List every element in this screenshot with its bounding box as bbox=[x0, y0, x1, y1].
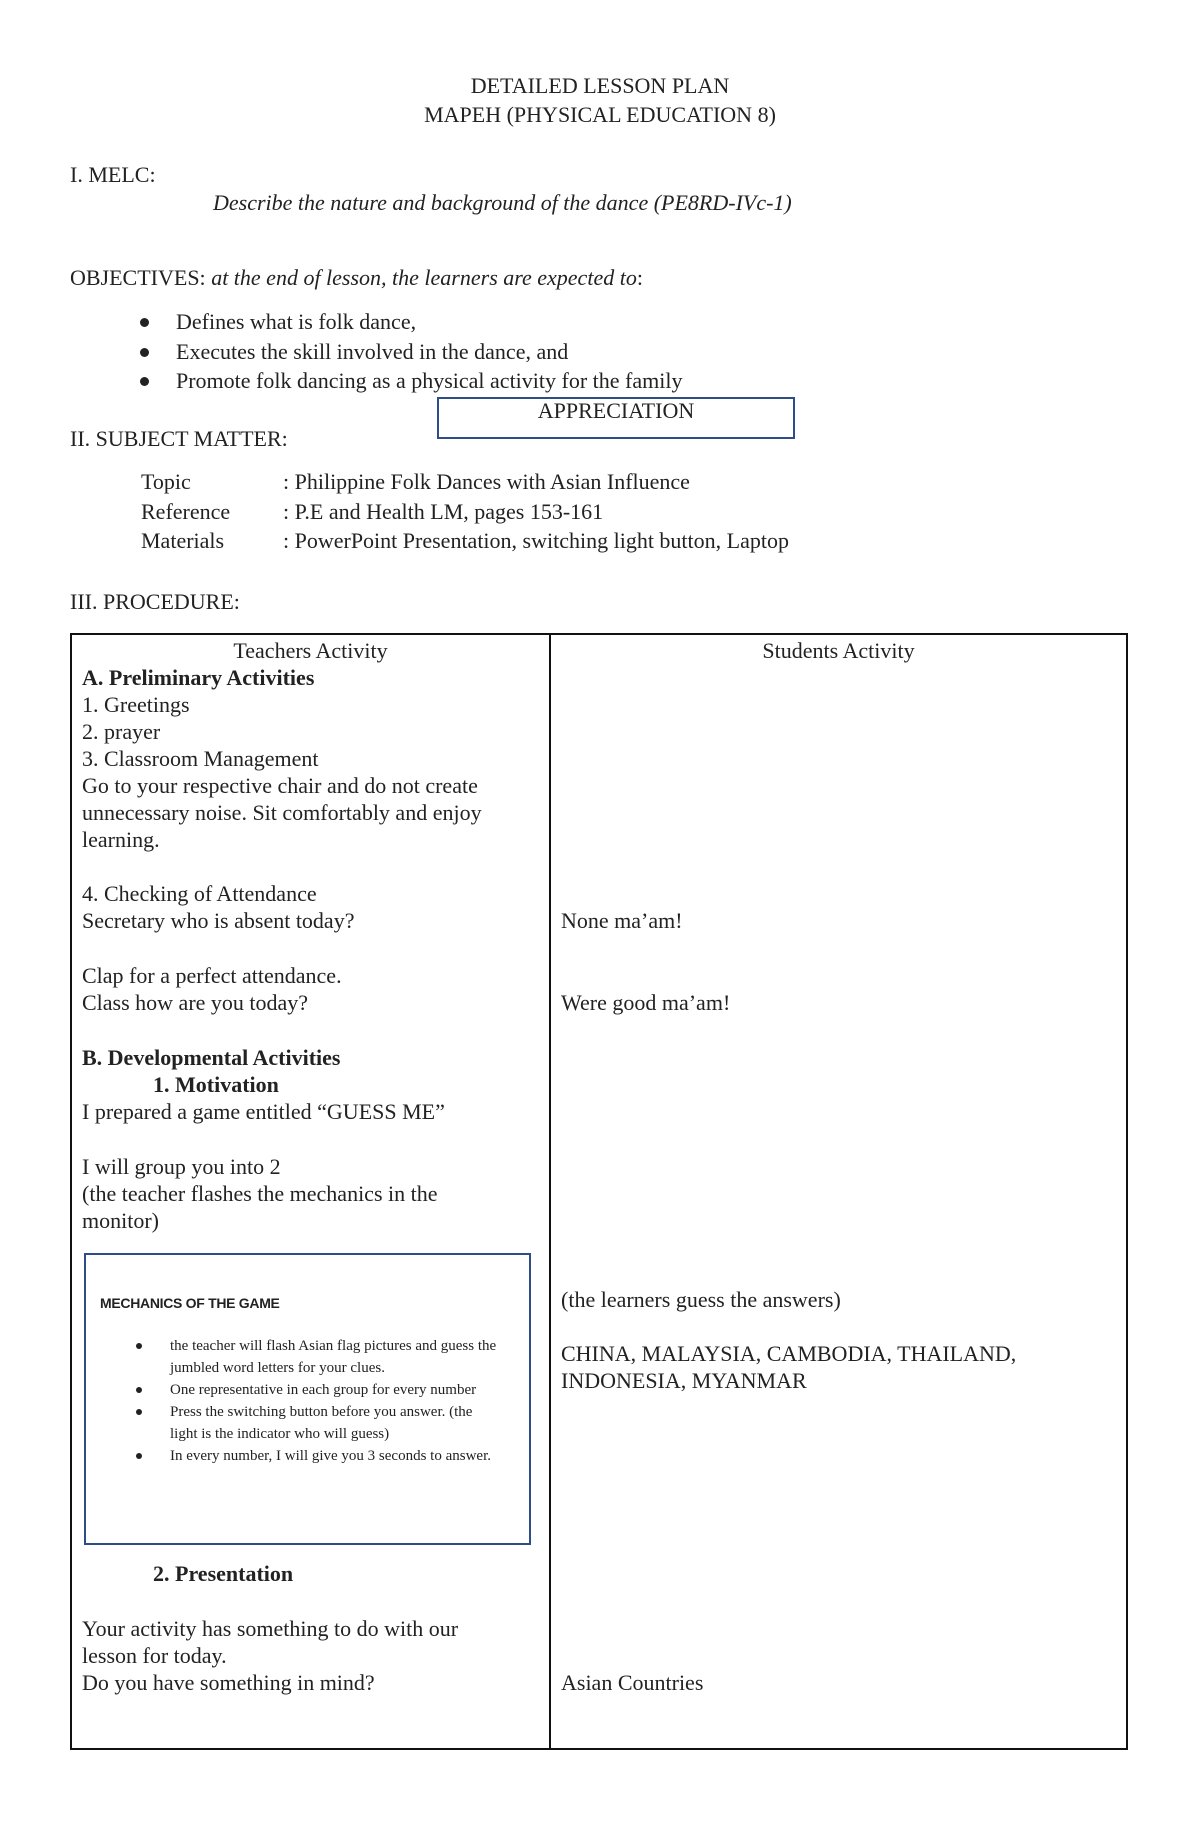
subject-label: Materials bbox=[141, 528, 225, 553]
mechanics-text: Press the switching button before you answer. (the light is the indicator who will guess) bbox=[170, 1404, 473, 1442]
bullet-icon bbox=[136, 1409, 142, 1415]
teacher-line: monitor) bbox=[82, 1208, 159, 1233]
bullet-icon bbox=[140, 318, 149, 327]
subject-value: : P.E and Health LM, pages 153-161 bbox=[283, 498, 604, 524]
student-line: None ma’am! bbox=[561, 908, 683, 933]
objectives-heading: OBJECTIVES: bbox=[70, 265, 206, 290]
bullet-icon bbox=[136, 1387, 142, 1393]
mechanics-title: MECHANICS OF THE GAME bbox=[100, 1295, 280, 1311]
appreciation-box bbox=[437, 397, 795, 439]
objectives-intro-suffix: : bbox=[636, 265, 643, 290]
mechanics-item bbox=[136, 1401, 500, 1445]
bullet-icon bbox=[140, 348, 149, 357]
teacher-line: I prepared a game entitled “GUESS ME” bbox=[82, 1099, 445, 1124]
student-line: Asian Countries bbox=[561, 1670, 704, 1695]
student-line: Were good ma’am! bbox=[561, 990, 731, 1015]
objective-text: Promote folk dancing as a physical activity for the family bbox=[176, 368, 683, 393]
teacher-line: Do you have something in mind? bbox=[82, 1670, 375, 1695]
presentation-heading: 2. Presentation bbox=[153, 1561, 294, 1586]
teacher-line: 3. Classroom Management bbox=[82, 746, 319, 771]
teachers-activity-header: Teachers Activity bbox=[233, 638, 388, 663]
procedure-table bbox=[70, 633, 1128, 1750]
teacher-line: I will group you into 2 bbox=[82, 1154, 281, 1179]
mechanics-item bbox=[136, 1445, 500, 1467]
objectives-line bbox=[70, 264, 643, 291]
teacher-line: 1. Greetings bbox=[82, 692, 190, 717]
document-subtitle: MAPEH (PHYSICAL EDUCATION 8) bbox=[424, 102, 776, 127]
objectives-intro: at the end of lesson, the learners are expected to bbox=[211, 265, 637, 290]
appreciation-label: APPRECIATION bbox=[537, 398, 695, 423]
mechanics-text: One representative in each group for every number bbox=[170, 1382, 477, 1398]
teacher-line: lesson for today. bbox=[82, 1643, 227, 1668]
student-line: (the learners guess the answers) bbox=[561, 1287, 841, 1312]
developmental-heading: B. Developmental Activities bbox=[82, 1045, 341, 1070]
subject-matter-heading: II. SUBJECT MATTER: bbox=[70, 426, 288, 451]
mechanics-text: In every number, I will give you 3 seconds to answer. bbox=[170, 1448, 491, 1464]
mechanics-text: the teacher will flash Asian flag pictures and guess the jumbled word letters for your clues. bbox=[170, 1338, 497, 1376]
teacher-line: Secretary who is absent today? bbox=[82, 908, 355, 933]
subject-value: : PowerPoint Presentation, switching light button, Laptop bbox=[283, 528, 789, 553]
subject-value: : Philippine Folk Dances with Asian Influence bbox=[283, 469, 690, 494]
subject-label: Topic bbox=[141, 469, 191, 494]
teacher-line: Clap for a perfect attendance. bbox=[82, 963, 342, 988]
mechanics-item bbox=[136, 1379, 500, 1401]
teacher-line: 4. Checking of Attendance bbox=[82, 881, 317, 906]
teacher-line: (the teacher flashes the mechanics in the bbox=[82, 1181, 438, 1206]
teacher-line: 2. prayer bbox=[82, 719, 161, 744]
subject-label: Reference bbox=[141, 498, 231, 524]
procedure-heading: III. PROCEDURE: bbox=[70, 589, 240, 614]
mechanics-item bbox=[136, 1335, 500, 1379]
melc-heading: I. MELC: bbox=[70, 162, 156, 187]
bullet-icon bbox=[136, 1343, 142, 1349]
mechanics-list bbox=[136, 1335, 500, 1467]
teacher-line: Your activity has something to do with our bbox=[82, 1616, 459, 1641]
column-divider bbox=[549, 635, 551, 1748]
teacher-line: learning. bbox=[82, 827, 160, 852]
students-activity-header: Students Activity bbox=[762, 638, 915, 663]
teacher-line: unnecessary noise. Sit comfortably and enjoy bbox=[82, 800, 482, 825]
document-title: DETAILED LESSON PLAN bbox=[470, 73, 730, 98]
teacher-line: Class how are you today? bbox=[82, 990, 309, 1015]
objective-text: Defines what is folk dance, bbox=[176, 309, 417, 334]
student-line: INDONESIA, MYANMAR bbox=[561, 1368, 807, 1393]
student-line: CHINA, MALAYSIA, CAMBODIA, THAILAND, bbox=[561, 1341, 1017, 1366]
objective-text: Executes the skill involved in the dance, and bbox=[176, 338, 569, 364]
bullet-icon bbox=[136, 1453, 142, 1459]
melc-text: Describe the nature and background of the dance (PE8RD-IVc-1) bbox=[213, 190, 792, 215]
teacher-line: Go to your respective chair and do not create bbox=[82, 773, 478, 798]
motivation-heading: 1. Motivation bbox=[153, 1072, 279, 1097]
bullet-icon bbox=[140, 377, 149, 386]
mechanics-box bbox=[84, 1253, 531, 1545]
preliminary-heading: A. Preliminary Activities bbox=[82, 665, 315, 690]
